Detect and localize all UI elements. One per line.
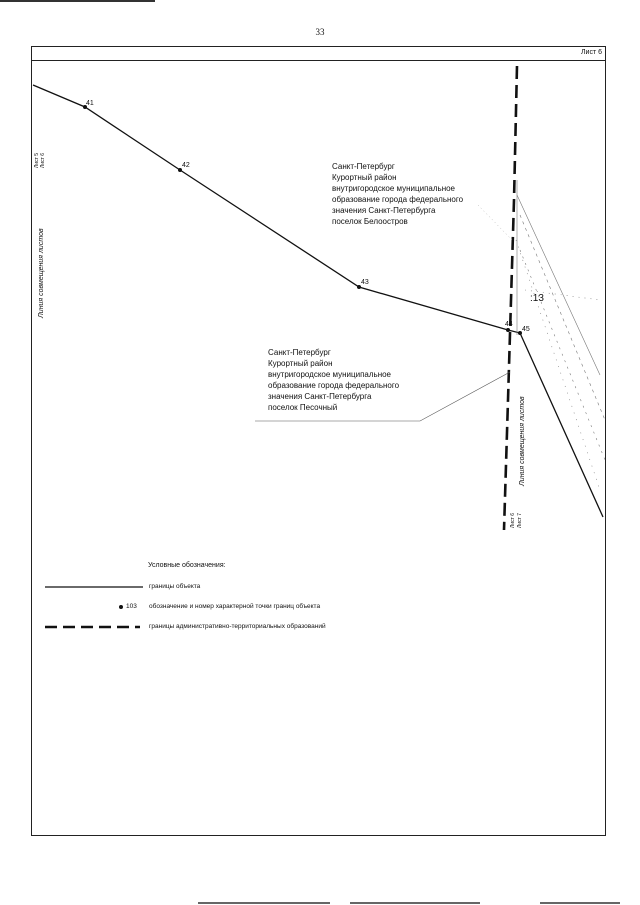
legend-item-point: обозначение и номер характерной точки границ объекта bbox=[149, 603, 321, 610]
right-sheet-join-label: Линия совмещения листов bbox=[519, 396, 526, 486]
point-label-41: 41 bbox=[86, 100, 94, 107]
sheet-label: Лист 6 bbox=[580, 49, 602, 56]
leader-north bbox=[478, 205, 512, 240]
zone-north-line: поселок Белоостров bbox=[332, 217, 408, 226]
left-sheet-b-label: Лист 6 bbox=[40, 152, 46, 168]
legend-item-solid-line: границы объекта bbox=[149, 583, 201, 590]
zone-south-line: поселок Песочный bbox=[268, 403, 338, 412]
admin-boundary bbox=[504, 66, 517, 530]
point-label-42: 42 bbox=[182, 162, 190, 169]
zone-south-line: Курортный район bbox=[268, 359, 333, 368]
left-sheet-join-label: Линия совмещения листов bbox=[38, 228, 45, 318]
zone-north-line: значения Санкт-Петербурга bbox=[332, 206, 436, 215]
point-label-44: 44 bbox=[505, 321, 513, 328]
zone-south-label bbox=[268, 347, 399, 413]
zone-south-line: значения Санкт-Петербурга bbox=[268, 392, 372, 401]
right-sheet-b-label: Лист 7 bbox=[517, 512, 523, 528]
zone-north-line: Санкт-Петербург bbox=[332, 162, 395, 171]
legend-point-code: 103 bbox=[126, 603, 137, 610]
left-sheet-a-label: Лист 5 bbox=[34, 152, 40, 168]
zone-south-line: образование города федерального bbox=[268, 381, 400, 390]
zone-north-line: Курортный район bbox=[332, 173, 397, 182]
legend-title: Условные обозначения: bbox=[148, 562, 226, 569]
legend-item-dashed-line: границы административно-территориальных образований bbox=[149, 623, 326, 630]
parcel-label: :13 bbox=[530, 293, 544, 304]
neighbour-parcel-lines bbox=[516, 180, 605, 490]
zone-south-line: Санкт-Петербург bbox=[268, 348, 331, 357]
point-label-45: 45 bbox=[522, 326, 530, 333]
right-sheet-a-label: Лист 6 bbox=[510, 512, 516, 528]
point-label-43: 43 bbox=[361, 279, 369, 286]
zone-north-label bbox=[332, 161, 463, 227]
zone-south-line: внутригородское муниципальное bbox=[268, 370, 392, 379]
object-boundary bbox=[33, 85, 603, 517]
zone-north-line: образование города федерального bbox=[332, 195, 464, 204]
page-number: 33 bbox=[315, 27, 325, 37]
legend-point-icon bbox=[119, 605, 123, 609]
point-44 bbox=[506, 328, 510, 332]
zone-north-line: внутригородское муниципальное bbox=[332, 184, 456, 193]
